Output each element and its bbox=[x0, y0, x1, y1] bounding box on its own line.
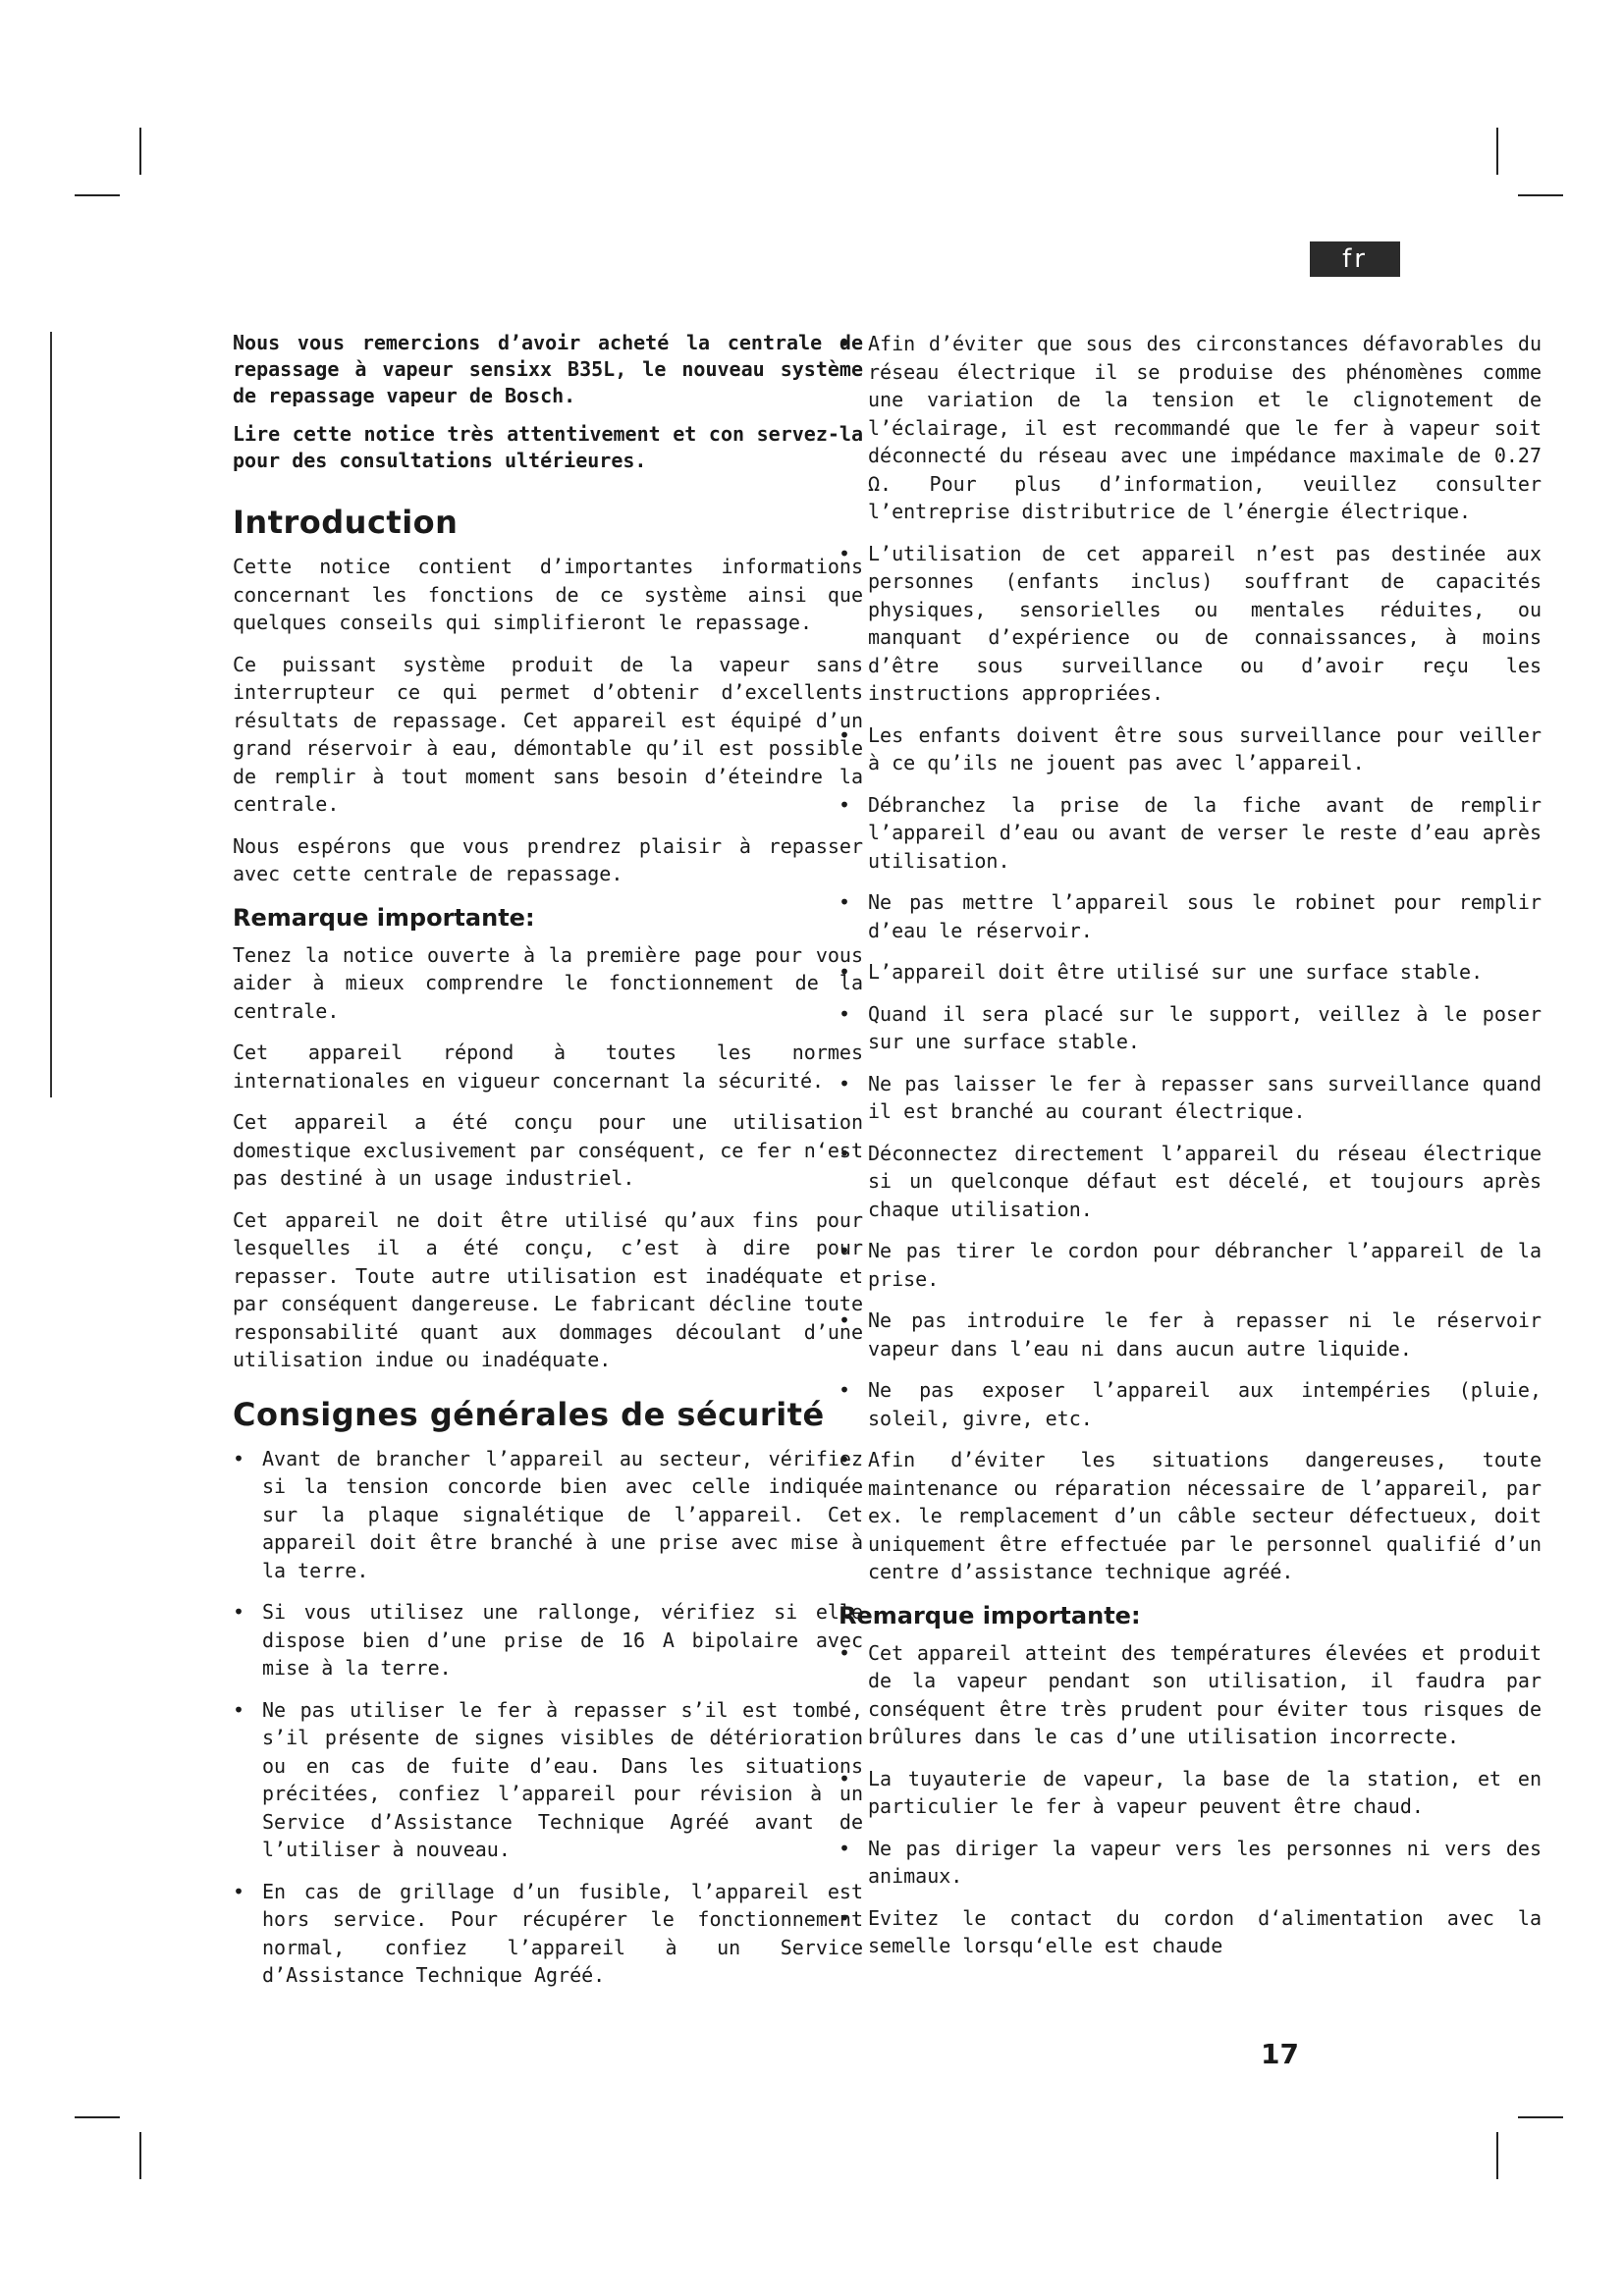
intro-paragraph: Nous espérons que vous prendrez plaisir à repasser avec cette centrale de repassage. bbox=[233, 833, 863, 885]
safety-item: • Les enfants doivent être sous surveillance pour veiller à ce qu’ils ne jouent pas avec l’appareil. bbox=[839, 721, 1542, 777]
safety-item: • Ne pas exposer l’appareil aux intempéries (pluie, soleil, givre, etc. bbox=[839, 1376, 1542, 1432]
remark-heading: Remarque importante: bbox=[233, 903, 535, 932]
crop-mark bbox=[1518, 194, 1563, 196]
crop-mark bbox=[139, 2132, 141, 2179]
crop-mark bbox=[1518, 2116, 1563, 2118]
intro-lead-read: Lire cette notice très attentivement et con servez-la pour des consultations ultérieures. bbox=[233, 422, 863, 472]
safety-item: • L’utilisation de cet appareil n’est pas destinée aux personnes (enfants inclus) souffrant de capacités physiques, sensorielles ou mentales réduites, ou manquant d’expérience ou de connaissances, à moins d’être sous surveillance ou d’avoir reçu les instructions appropriées. bbox=[839, 540, 1542, 708]
intro-lead-thanks: Nous vous remercions d’avoir acheté la centrale de repassage à vapeur sensixx B35L, le nouveau système de repassage vapeur de Bosch. bbox=[233, 331, 863, 407]
margin-rule bbox=[50, 332, 52, 1097]
safety-item: • Avant de brancher l’appareil au secteur, vérifiez si la tension concorde bien avec celle indiquée sur la plaque signalétique de l’appareil. Cet appareil doit être branché à une prise avec mise à la terre. bbox=[233, 1445, 863, 1585]
crop-mark bbox=[75, 194, 120, 196]
remark-heading: Remarque importante: bbox=[839, 1601, 1141, 1629]
language-tab: fr bbox=[1310, 241, 1400, 277]
safety-item: • Quand il sera placé sur le support, veillez à le poser sur une surface stable. bbox=[839, 1000, 1542, 1056]
safety-item: • Ne pas mettre l’appareil sous le robinet pour remplir d’eau le réservoir. bbox=[839, 888, 1542, 944]
safety-list-continued bbox=[839, 330, 1542, 1586]
safety-item: • Ne pas tirer le cordon pour débrancher l’appareil de la prise. bbox=[839, 1237, 1542, 1293]
remark-item: • Ne pas diriger la vapeur vers les personnes ni vers des animaux. bbox=[839, 1835, 1542, 1891]
right-column bbox=[839, 330, 1542, 1974]
intro-paragraph: Ce puissant système produit de la vapeur sans interrupteur ce qui permet d’obtenir d’excellents résultats de repassage. Cet appareil est équipé d’un grand réservoir à eau, démontable qu’il est possible de remplir à tout moment sans besoin d’éteindre la centrale. bbox=[233, 652, 863, 816]
safety-item: • Afin d’éviter les situations dangereuses, toute maintenance ou réparation nécessaire de l’appareil, par ex. le remplacement d’un câble secteur défectueux, doit uniquement être effectuée par le personnel qualifié d’un centre d’assistance technique agréé. bbox=[839, 1446, 1542, 1586]
remark-item: • La tuyauterie de vapeur, la base de la station, et en particulier le fer à vapeur peuvent être chaud. bbox=[839, 1765, 1542, 1821]
crop-mark bbox=[75, 2116, 120, 2118]
crop-mark bbox=[1496, 128, 1498, 175]
intro-paragraph: Cette notice contient d’importantes informations concernant les fonctions de ce système ainsi que quelques conseils qui simplifieront le repassage. bbox=[233, 555, 863, 634]
safety-item: • Ne pas introduire le fer à repasser ni le réservoir vapeur dans l’eau ni dans aucun autre liquide. bbox=[839, 1307, 1542, 1362]
remark-list bbox=[839, 1639, 1542, 1960]
safety-item: • En cas de grillage d’un fusible, l’appareil est hors service. Pour récupérer le fonctionnement normal, confiez l’appareil à un Service d’Assistance Technique Agréé. bbox=[233, 1878, 863, 1990]
remark-paragraph: Tenez la notice ouverte à la première page pour vous aider à mieux comprendre le fonctionnement de la centrale. bbox=[233, 942, 863, 1023]
remark-item: • Cet appareil atteint des températures élevées et produit de la vapeur pendant son utilisation, il faudra par conséquent être très prudent pour éviter tous risques de brûlures dans le cas d’une utilisation incorrecte. bbox=[839, 1639, 1542, 1751]
crop-mark bbox=[139, 128, 141, 175]
safety-item: • Débranchez la prise de la fiche avant de remplir l’appareil d’eau ou avant de verser le reste d’eau après utilisation. bbox=[839, 791, 1542, 876]
remark-item: • Evitez le contact du cordon d‘alimentation avec la semelle lorsqu‘elle est chaude bbox=[839, 1904, 1542, 1960]
safety-item: • Si vous utilisez une rallonge, vérifiez si elle dispose bien d’une prise de 16 A bipolaire avec mise à la terre. bbox=[233, 1598, 863, 1682]
safety-item: • Ne pas utiliser le fer à repasser s’il est tombé, s’il présente de signes visibles de détérioration ou en cas de fuite d’eau. Dans les situations précitées, confiez l’appareil pour révision à un Service d’Assistance Technique Agréé avant de l’utiliser à nouveau. bbox=[233, 1696, 863, 1864]
safety-item: • Déconnectez directement l’appareil du réseau électrique si un quelconque défaut est décelé, et toujours après chaque utilisation. bbox=[839, 1140, 1542, 1224]
crop-mark bbox=[1496, 2132, 1498, 2179]
safety-heading: Consignes générales de sécurité bbox=[233, 1395, 825, 1433]
introduction-heading: Introduction bbox=[233, 504, 459, 541]
remark-paragraph: Cet appareil a été conçu pour une utilisation domestique exclusivement par conséquent, ce fer n‘est pas destiné à un usage industriel. bbox=[233, 1110, 863, 1190]
left-column bbox=[233, 330, 863, 2003]
remark-paragraph: Cet appareil répond à toutes les normes internationales en vigueur concernant la sécurité. bbox=[233, 1041, 863, 1093]
remark-paragraph: Cet appareil ne doit être utilisé qu’aux fins pour lesquelles il a été conçu, c’est à dire pour repasser. Toute autre utilisation est inadéquate et par conséquent dangereuse. Le fabricant décline toute responsabilité quant aux dommages découlant d’une utilisation indue ou inadéquate. bbox=[233, 1207, 863, 1371]
page-number: 17 bbox=[1261, 2038, 1299, 2070]
safety-list bbox=[233, 1445, 863, 1990]
safety-item: • Ne pas laisser le fer à repasser sans surveillance quand il est branché au courant électrique. bbox=[839, 1070, 1542, 1126]
safety-item: • L’appareil doit être utilisé sur une surface stable. bbox=[839, 958, 1542, 987]
safety-item: • Afin d’éviter que sous des circonstances défavorables du réseau électrique il se produise des phénomènes comme une variation de la tension et le clignotement de l’éclairage, il est recommandé que le fer à vapeur soit déconnecté du réseau avec une impédance maximale de 0.27 Ω. Pour plus d’information, veuillez consulter l’entreprise distributrice de l’énergie électrique. bbox=[839, 330, 1542, 526]
